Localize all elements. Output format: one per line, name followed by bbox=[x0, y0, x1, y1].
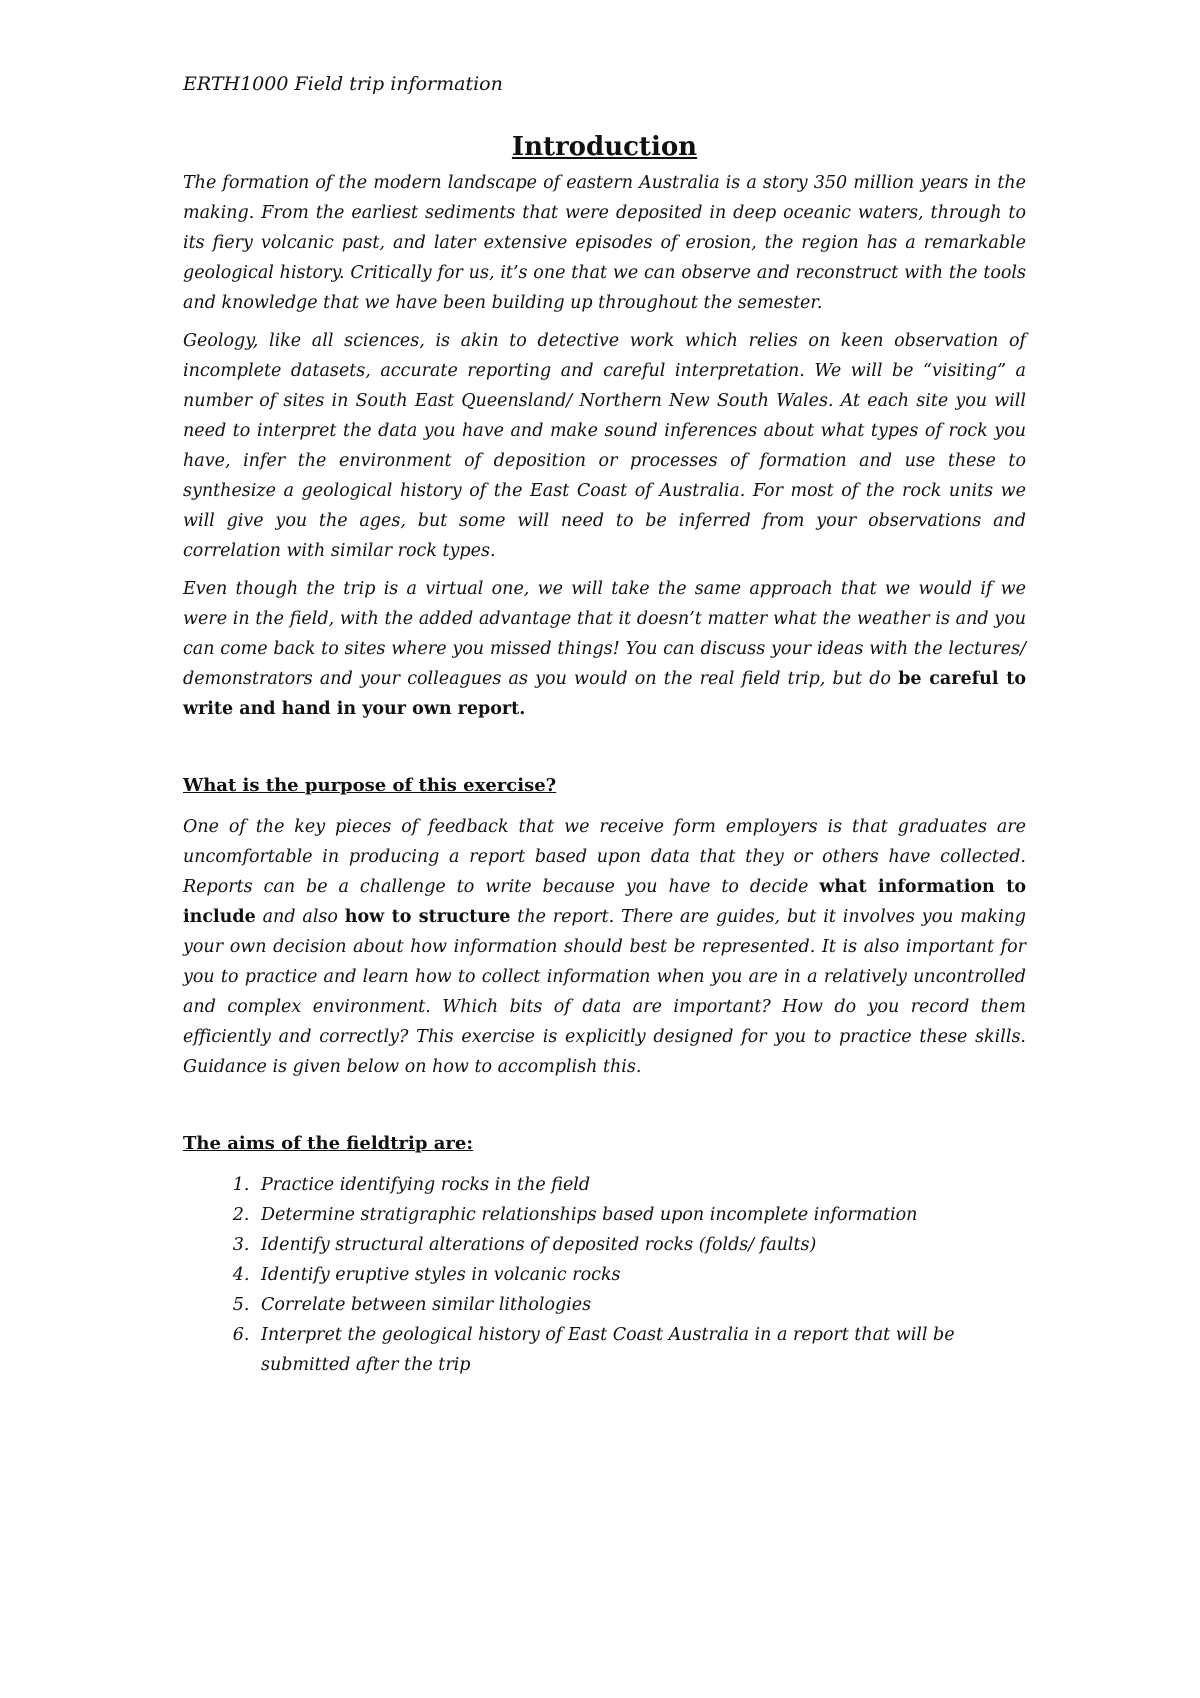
purpose-text-3: the report. There are guides, but it involves you making your own decision about how information should best be represented. It is also important for you to practice and learn how to collect information when you are in a relatively uncontrolled and complex environment. Which bits of data are important? How do you record them efficiently and correctly? This exercise is explicitly designed for you to practice these skills. Guidance is given below on how to accomplish this. bbox=[183, 907, 1026, 1077]
purpose-emphasis-2: how to structure bbox=[344, 907, 511, 927]
aims-list-item: 2. Determine stratigraphic relationships based upon incomplete information bbox=[255, 1200, 1026, 1230]
aims-list bbox=[183, 1170, 1026, 1380]
document-page bbox=[183, 70, 1026, 1380]
aims-list-item: 3. Identify structural alterations of deposited rocks (folds/ faults) bbox=[255, 1230, 1026, 1260]
aims-heading: The aims of the fieldtrip are: bbox=[183, 1133, 473, 1154]
purpose-text-2: and also bbox=[255, 907, 345, 927]
purpose-heading: What is the purpose of this exercise? bbox=[183, 775, 557, 796]
aims-list-item: 1. Practice identifying rocks in the field bbox=[255, 1170, 1026, 1200]
purpose-text-1: One of the key pieces of feedback that we receive form employers is that graduates are uncomfortable in producing a report based upon data that they or others have collected. Reports can be a challenge to write because you have to decide bbox=[183, 817, 1026, 897]
aims-list-item: 6. Interpret the geological history of East Coast Australia in a report that will be submitted after the trip bbox=[255, 1320, 1026, 1380]
page-title: Introduction bbox=[511, 132, 698, 162]
purpose-emphasis-1: what information to include bbox=[183, 877, 1026, 927]
intro-paragraph-1: The formation of the modern landscape of eastern Australia is a story 350 million years in the making. From the earliest sediments that were deposited in deep oceanic waters, through to its fiery volcanic past, and later extensive episodes of erosion, the region has a remarkable geological history. Critically for us, it’s one that we can observe and reconstruct with the tools and knowledge that we have been building up throughout the semester. bbox=[183, 173, 1026, 313]
intro-paragraph-3 bbox=[183, 574, 1026, 724]
intro-paragraph-2: Geology, like all sciences, is akin to detective work which relies on keen observation of incomplete datasets, accurate reporting and careful interpretation. We will be “visiting” a number of sites in South East Queensland/ Northern New South Wales. At each site you will need to interpret the data you have and make sound inferences about what types of rock you have, infer the environment of deposition or processes of formation and use these to synthesize a geological history of the East Coast of Australia. For most of the rock units we will give you the ages, but some will need to be inferred from your observations and correlation with similar rock types. bbox=[183, 331, 1026, 561]
intro-paragraph-3-emphasis: be careful to write and hand in your own report. bbox=[183, 669, 1027, 719]
purpose-paragraph bbox=[183, 812, 1026, 1082]
aims-list-item: 4. Identify eruptive styles in volcanic rocks bbox=[255, 1260, 1026, 1290]
intro-paragraph-3-text: Even though the trip is a virtual one, we will take the same approach that we would if we were in the field, with the added advantage that it doesn’t matter what the weather is and you can come back to sites where you missed things! You can discuss your ideas with the lectures/ demonstrators and your colleagues as you would on the real field trip, but do bbox=[183, 579, 1026, 689]
page-header: ERTH1000 Field trip information bbox=[183, 73, 503, 95]
aims-list-item: 5. Correlate between similar lithologies bbox=[255, 1290, 1026, 1320]
